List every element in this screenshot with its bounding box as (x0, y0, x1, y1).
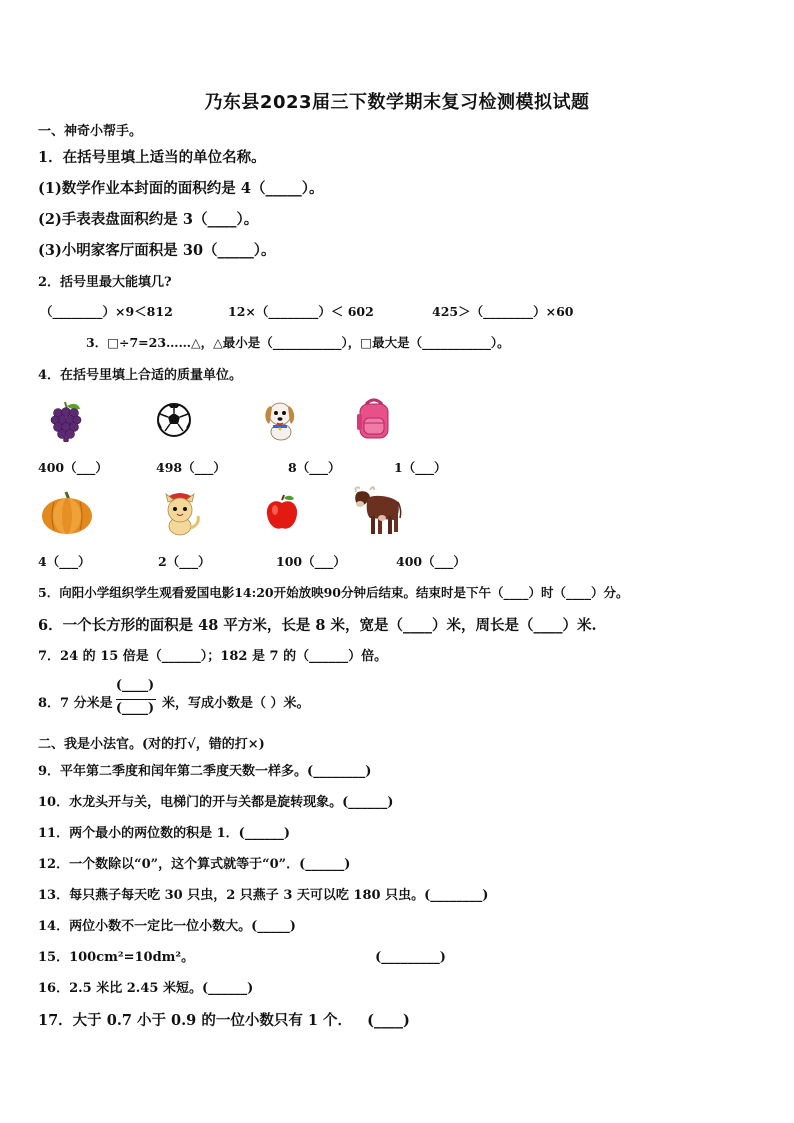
fraction-bar (116, 699, 156, 700)
q16-text: 16．2.5 米比 2.45 米短。(______) (38, 981, 254, 996)
section-1-heading: 一、神奇小帮手。 (38, 124, 143, 139)
q2-item-1: （________）×9＜812 (40, 304, 173, 319)
q4-label-backpack: 1（___） (394, 460, 447, 475)
q2-stem: 2．括号里最大能填几? (38, 275, 172, 290)
page-title: 乃东县2023届三下数学期末复习检测模拟试题 (204, 92, 590, 113)
q9-text: 9．平年第二季度和闰年第二季度天数一样多。(________) (38, 764, 372, 779)
q15-text: 15．100cm²=10dm²。 (_________) (38, 950, 446, 965)
q1-stem: 1．在括号里填上适当的单位名称。 (38, 149, 266, 166)
q4-label-cat: 2（___） (158, 554, 211, 569)
cow-icon (352, 484, 402, 538)
puppy-icon (262, 398, 300, 442)
q1-part-2: (2)手表表盘面积约是 3（____）。 (38, 211, 259, 228)
q10-text: 10．水龙头开与关，电梯门的开与关都是旋转现象。(______) (38, 795, 394, 810)
q5-text: 5．向阳小学组织学生观看爱国电影14:20开始放映90分钟后结束。结束时是下午（____）时（____）分。 (38, 585, 629, 600)
soccer-ball-icon (156, 402, 192, 438)
grapes-icon (48, 400, 84, 442)
q7-text: 7．24 的 15 倍是（______）；182 是 7 的（______）倍。 (38, 649, 388, 664)
q14-text: 14．两位小数不一定比一位小数大。(_____) (38, 919, 296, 934)
q2-item-2: 12×（________）＜ 602 (228, 304, 374, 319)
backpack-icon (354, 396, 394, 440)
q2-item-3: 425＞（________）×60 (432, 304, 574, 319)
q12-text: 12．一个数除以“0”，这个算式就等于“0”．(______) (38, 857, 351, 872)
q8-fraction (112, 676, 158, 722)
q4-label-puppy: 8（___） (288, 460, 341, 475)
apple-icon (264, 494, 300, 532)
q11-text: 11．两个最小的两位数的积是 1．(______) (38, 826, 290, 841)
fraction-numerator: (____) (115, 678, 155, 693)
q4-stem: 4．在括号里填上合适的质量单位。 (38, 368, 243, 383)
pumpkin-icon (40, 488, 94, 536)
q8-suffix: 米，写成小数是（ ）米。 (162, 696, 310, 711)
cat-icon (158, 488, 202, 536)
q1-part-1: (1)数学作业本封面的面积约是 4（_____）。 (38, 180, 324, 197)
q4-label-grapes: 400（___） (38, 460, 108, 475)
q3-text: 3．□÷7=23……△，△最小是（___________），□最大是（___________）。 (86, 335, 510, 350)
q1-part-3: (3)小明家客厅面积是 30（_____）。 (38, 242, 276, 259)
q4-label-pumpkin: 4（___） (38, 554, 91, 569)
section-2-heading: 二、我是小法官。(对的打√，错的打×) (38, 737, 265, 752)
q4-label-cow: 400（___） (396, 554, 466, 569)
fraction-denominator: (____) (115, 701, 155, 716)
q8-prefix: 8．7 分米是 (38, 696, 113, 711)
q4-label-apple: 100（___） (276, 554, 346, 569)
q17-text: 17．大于 0.7 小于 0.9 的一位小数只有 1 个． (____) (38, 1012, 410, 1029)
q13-text: 13．每只燕子每天吃 30 只虫，2 只燕子 3 天可以吃 180 只虫。(________) (38, 888, 489, 903)
q4-label-ball: 498（___） (156, 460, 226, 475)
q6-text: 6．一个长方形的面积是 48 平方米，长是 8 米，宽是（____）米，周长是（____）米. (38, 617, 597, 634)
